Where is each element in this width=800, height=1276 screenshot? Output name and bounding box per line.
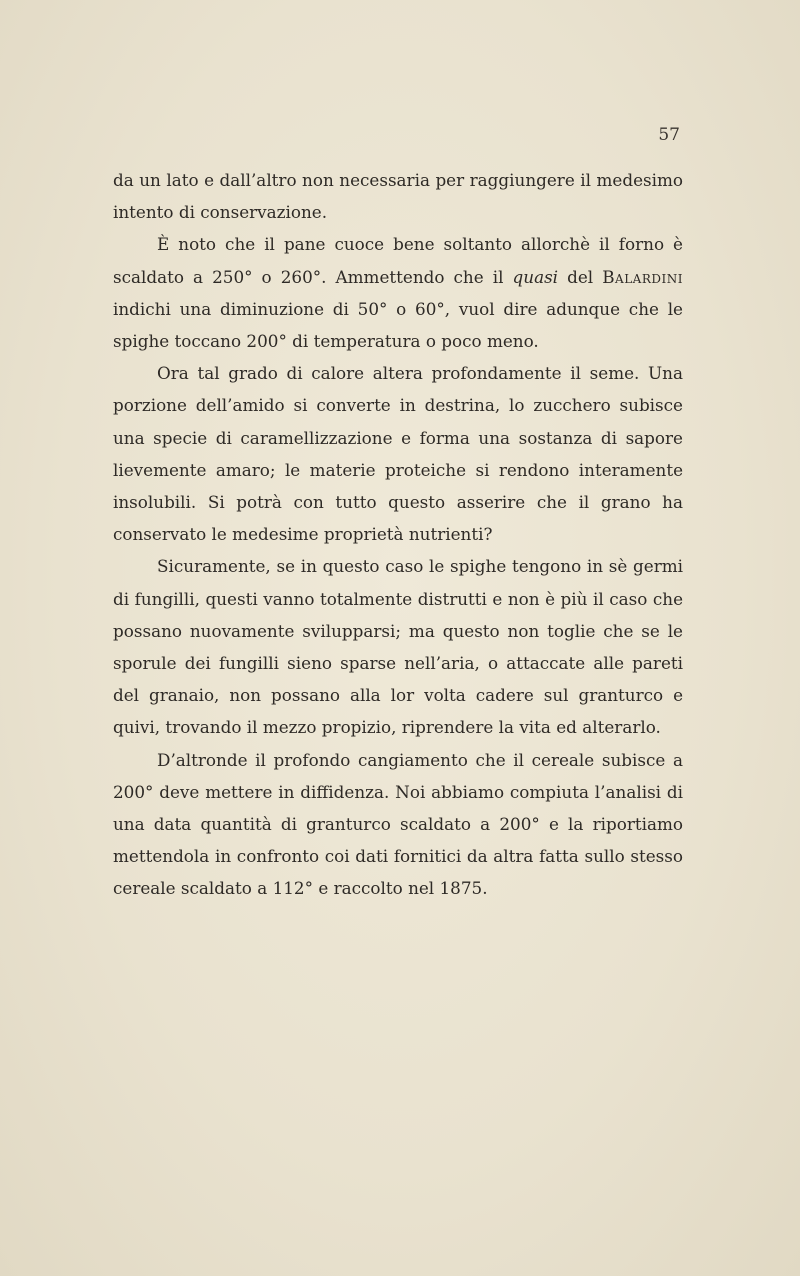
body-text [113,164,683,905]
paragraph-text: È noto che il pane cuoce bene soltanto allorchè il forno è scaldato a 250° o 260°. Ammettendo che il [113,234,683,287]
paragraph-5 [113,744,683,905]
italic-word: quasi [512,266,559,287]
paragraph-text: indichi una diminuzione di 50° o 60°, vuol dire adunque che le spighe toccano 200° di temperatura o poco meno. [113,298,683,352]
paragraph-text: del [558,266,603,287]
paragraph-text: da un lato e dall’altro non necessaria per raggiungere il medesimo intento di conservazione. [113,170,683,223]
paragraph-4 [113,550,683,743]
page-number: 57 [658,125,680,145]
paragraph-text: Ora tal grado di calore altera profondamente il seme. Una porzione dell’amido si converte in destrina, lo zucchero subisce una specie di caramellizzazione e forma una sostanza di sapore lievemente amaro; le materie proteiche si rendono interamente insolubili. Si potrà con tutto questo asserire che il grano ha conservato le medesime proprietà nutrienti? [113,363,683,545]
paragraph-2 [113,228,683,357]
author-name: Balardini [602,266,683,287]
paragraph-text: Sicuramente, se in questo caso le spighe tengono in sè germi di fungilli, questi vanno totalmente distrutti e non è più il caso che possano nuovamente svilupparsi; ma questo non toglie che se le sporule dei fungilli sieno sparse nell’aria, o attaccate alle pareti del granaio, non possano alla lor volta cadere sul granturco e quivi, trovando il mezzo propizio, riprendere la vita ed alterarlo. [113,556,683,738]
paragraph-1 [113,164,683,228]
paragraph-text: D’altronde il profondo cangiamento che il cereale subisce a 200° deve mettere in diffidenza. Noi abbiamo compiuta l’analisi di una data quantità di granturco scaldato a 200° e la riportiamo mettendola in confronto coi dati fornitici da altra fatta sullo stesso cereale scaldato a 112° e raccolto nel 1875. [113,749,683,899]
paragraph-3 [113,357,683,550]
